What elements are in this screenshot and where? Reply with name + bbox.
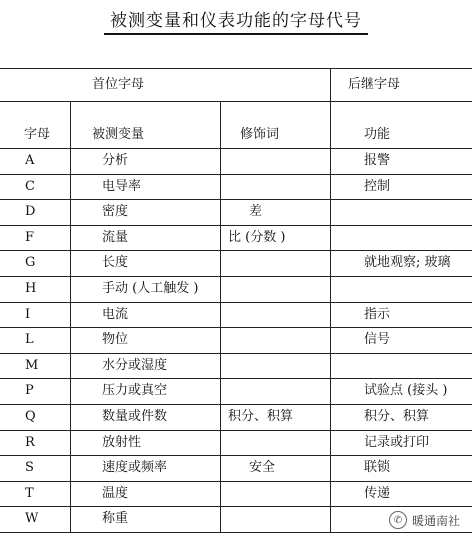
- cell-variable: 压力或真空: [102, 383, 168, 399]
- cell-variable: 放射性: [102, 434, 142, 450]
- cell-function: 信号: [364, 332, 391, 348]
- column-header-function: 功能: [364, 127, 391, 142]
- table-row: [0, 378, 472, 404]
- group-header-subsequent-letter: 后继字母: [348, 77, 401, 92]
- cell-function: 记录或打印: [364, 434, 430, 450]
- cell-variable: 手动 (人工触发 ): [102, 281, 199, 296]
- table-row: [0, 276, 472, 302]
- cell-modifier: 安全: [249, 460, 276, 476]
- cell-variable: 物位: [102, 332, 129, 348]
- cell-variable: 电流: [102, 306, 129, 322]
- cell-letter: Q: [25, 409, 36, 424]
- title-text: 被测变量和仪表功能的字母代号: [104, 6, 368, 35]
- cell-variable: 温度: [102, 485, 129, 501]
- cell-letter: F: [25, 229, 35, 245]
- table-row: [0, 327, 472, 353]
- table-row: [0, 148, 472, 174]
- table-row: [0, 199, 472, 225]
- table-row: [0, 250, 472, 276]
- cell-letter: T: [25, 485, 34, 501]
- table-top-border: [0, 68, 472, 69]
- cell-function: 报警: [364, 153, 391, 168]
- row-separator: [0, 532, 472, 533]
- column-header-variable: 被测变量: [92, 127, 145, 142]
- cell-function: 传递: [364, 485, 391, 501]
- cell-letter: M: [25, 357, 39, 373]
- table-row: [0, 174, 472, 200]
- cell-function: 试验点 (接头 ): [364, 383, 448, 399]
- cell-function: 就地观察; 玻璃: [364, 255, 451, 271]
- cell-function: 联锁: [364, 460, 391, 476]
- cell-function: 积分、积算: [364, 409, 430, 424]
- table-row: [0, 353, 472, 379]
- cell-letter: D: [25, 204, 36, 220]
- table-row: [0, 225, 472, 251]
- cell-variable: 称重: [102, 511, 129, 527]
- cell-letter: C: [25, 178, 35, 194]
- table-row: [0, 302, 472, 328]
- wechat-icon: ✆: [389, 511, 407, 529]
- column-header-modifier: 修饰词: [240, 127, 280, 142]
- cell-letter: W: [25, 511, 39, 527]
- cell-letter: H: [25, 281, 37, 296]
- table-row: [0, 430, 472, 456]
- table-row: [0, 481, 472, 507]
- table-row: [0, 404, 472, 430]
- group-header-first-letter: 首位字母: [92, 77, 145, 92]
- cell-variable: 长度: [102, 255, 129, 271]
- cell-variable: 速度或频率: [102, 460, 168, 476]
- cell-letter: S: [25, 460, 34, 476]
- cell-letter: I: [25, 306, 31, 322]
- cell-variable: 流量: [102, 229, 129, 245]
- cell-variable: 数量或件数: [102, 409, 168, 424]
- cell-letter: G: [25, 255, 36, 271]
- cell-letter: P: [25, 383, 34, 399]
- cell-letter: R: [25, 434, 35, 450]
- cell-variable: 水分或湿度: [102, 357, 168, 373]
- cell-function: 指示: [364, 306, 391, 322]
- cell-letter: A: [25, 153, 35, 168]
- table-row: [0, 455, 472, 481]
- cell-modifier: 积分、积算: [228, 409, 294, 424]
- watermark-text: 暖通南社: [411, 513, 460, 528]
- cell-function: 控制: [364, 178, 391, 194]
- column-header-letter: 字母: [24, 127, 51, 142]
- cell-variable: 分析: [102, 153, 129, 168]
- cell-modifier: 比 (分数 ): [228, 229, 286, 245]
- watermark: [389, 511, 460, 529]
- cell-letter: L: [25, 332, 34, 348]
- document-title: [0, 6, 472, 35]
- cell-variable: 密度: [102, 204, 129, 220]
- cell-variable: 电导率: [102, 178, 142, 194]
- cell-modifier: 差: [249, 204, 263, 220]
